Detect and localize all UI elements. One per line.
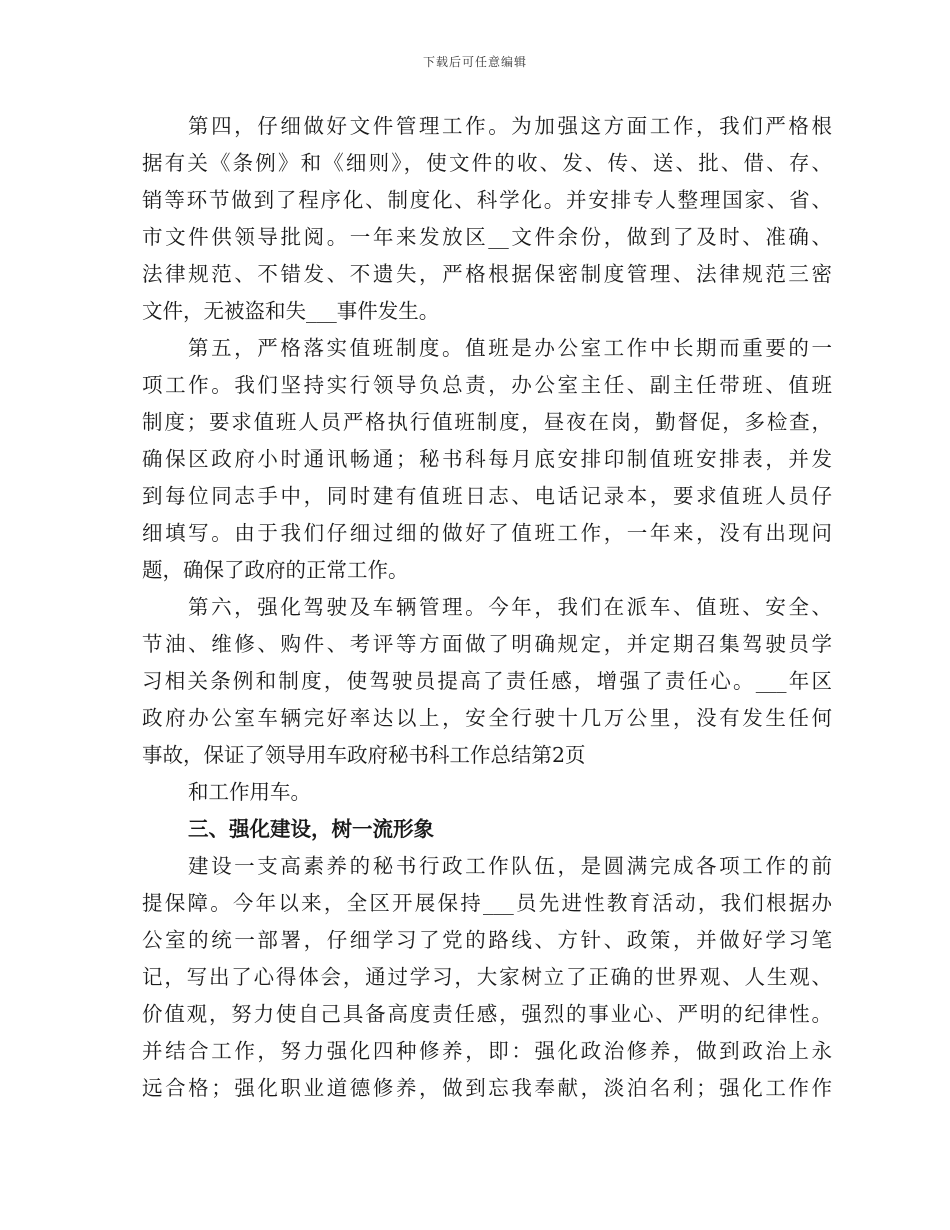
- paragraph-4-line-5: 法律规范、不错发、不遗失，严格根据保密制度管理、法律规范三密: [142, 262, 832, 286]
- paragraph-6-line-3: 习相关条例和制度，使驾驶员提高了责任感，增强了责任心。___年区: [142, 669, 832, 693]
- page-header: 下载后可任意编辑: [422, 55, 527, 69]
- paragraph-5-line-1: 第五，严格落实值班制度。值班是办公室工作中长期而重要的一: [188, 336, 832, 360]
- paragraph-7-line-7: 远合格；强化职业道德修养，做到忘我奉献，淡泊名利；强化工作作: [142, 1076, 832, 1100]
- paragraph-7-line-4: 记，写出了心得体会，通过学习，大家树立了正确的世界观、人生观、: [142, 965, 832, 989]
- paragraph-6-continuation: 和工作用车。: [188, 780, 311, 804]
- paragraph-5-line-7: 题，确保了政府的正常工作。: [142, 558, 409, 582]
- paragraph-5-line-2: 项工作。我们坚持实行领导负总责，办公室主任、副主任带班、值班: [142, 373, 832, 397]
- paragraph-6-line-5: 事故，保证了领导用车政府秘书科工作总结第2页: [142, 743, 586, 767]
- paragraph-7-line-3: 公室的统一部署，仔细学习了党的路线、方针、政策，并做好学习笔: [142, 928, 832, 952]
- section-heading-3: 三、强化建设，树一流形象: [188, 817, 434, 841]
- paragraph-4-line-3: 销等环节做到了程序化、制度化、科学化。并安排专人整理国家、省、: [142, 188, 832, 212]
- paragraph-5-line-5: 到每位同志手中，同时建有值班日志、电话记录本，要求值班人员仔: [142, 484, 832, 508]
- paragraph-4-line-1: 第四，仔细做好文件管理工作。为加强这方面工作，我们严格根: [188, 114, 832, 138]
- paragraph-5-line-6: 细填写。由于我们仔细过细的做好了值班工作，一年来，没有出现问: [142, 521, 832, 545]
- paragraph-4-line-2: 据有关《条例》和《细则》，使文件的收、发、传、送、批、借、存、: [142, 151, 832, 175]
- document-body: [142, 108, 832, 1107]
- paragraph-6-line-2: 节油、维修、购件、考评等方面做了明确规定，并定期召集驾驶员学: [142, 632, 832, 656]
- paragraph-6-line-1: 第六，强化驾驶及车辆管理。今年，我们在派车、值班、安全、: [188, 595, 832, 619]
- paragraph-7-line-2: 提保障。今年以来，全区开展保持___员先进性教育活动，我们根据办: [142, 891, 832, 915]
- paragraph-7-line-6: 并结合工作，努力强化四种修养，即：强化政治修养，做到政治上永: [142, 1039, 832, 1063]
- paragraph-7-line-5: 价值观，努力使自己具备高度责任感，强烈的事业心、严明的纪律性。: [142, 1002, 832, 1026]
- paragraph-4-line-4: 市文件供领导批阅。一年来发放区__文件余份，做到了及时、准确、: [142, 225, 832, 249]
- paragraph-5-line-3: 制度；要求值班人员严格执行值班制度，昼夜在岗，勤督促，多检查，: [142, 410, 832, 434]
- paragraph-6-line-4: 政府办公室车辆完好率达以上，安全行驶十几万公里，没有发生任何: [142, 706, 832, 730]
- paragraph-4-line-6: 文件，无被盗和失___事件发生。: [142, 299, 440, 323]
- paragraph-5-line-4: 确保区政府小时通讯畅通；秘书科每月底安排印制值班安排表，并发: [142, 447, 832, 471]
- paragraph-7-line-1: 建设一支高素养的秘书行政工作队伍，是圆满完成各项工作的前: [188, 854, 832, 878]
